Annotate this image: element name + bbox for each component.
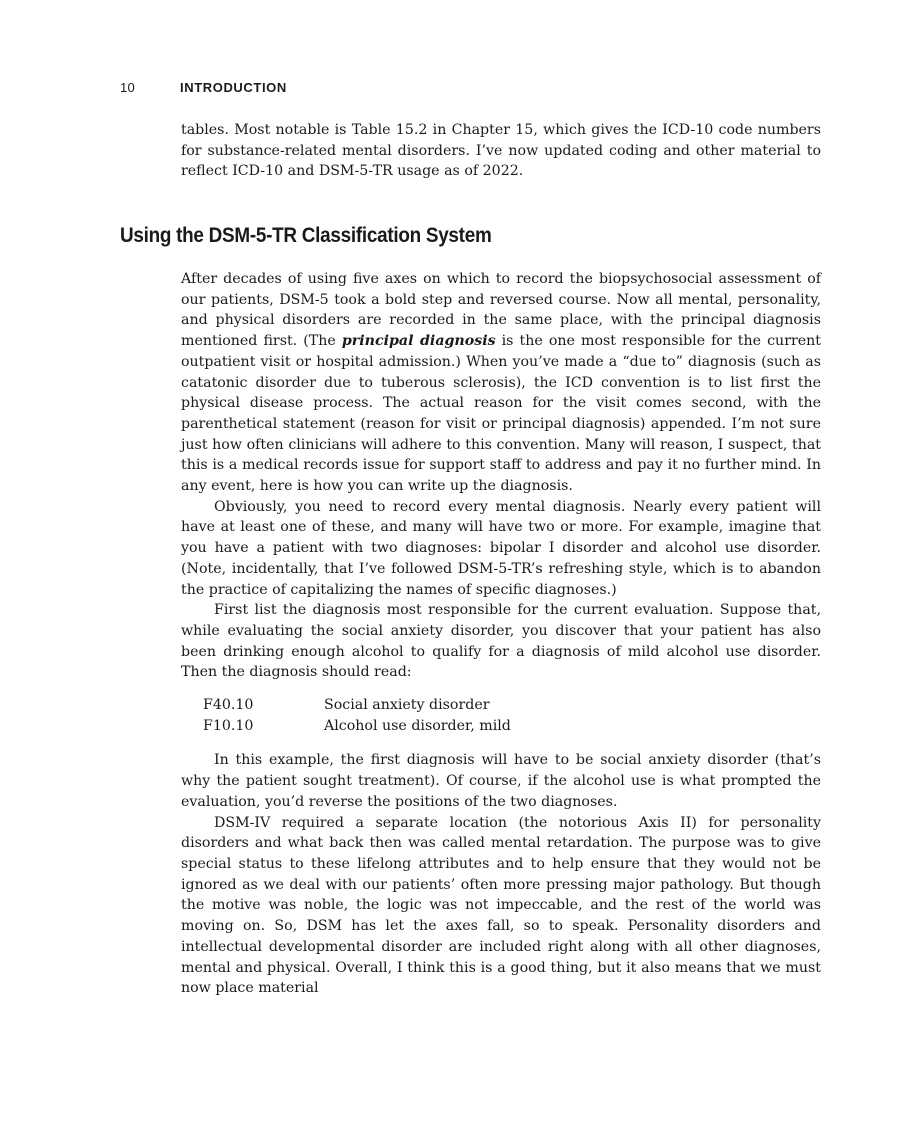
diagnosis-code: F10.10 <box>203 717 254 734</box>
diagnosis-name: Social anxiety disorder <box>324 697 490 714</box>
body-paragraph-3: First list the diagnosis most responsible for the current evaluation. Suppose that, while evaluating the social anxiety disorder, you discover that your patient has also been drinking enough alcohol to qualify for a diagnosis of mild alcohol use disorder. Then the diagnosis should read: <box>181 602 821 681</box>
diagnosis-list <box>203 695 821 736</box>
paragraph-1-text-end: is the one most responsible for the current outpatient visit or hospital admission.) When you’ve made a “due to” diagnosis (such as catatonic disorder due to tuberous sclerosis), the ICD convention is to list first the physical disease process. The actual reason for the visit comes second, with the parenthetical statement (reason for visit or principal diagnosis) appended. I’m not sure just how often clinicians will adhere to this convention. Many will reason, I suspect, that this is a medical records issue for support staff to address and pay it no further mind. In any event, here is how you can write up the diagnosis. <box>181 333 821 495</box>
page-number: 10 <box>120 80 136 95</box>
body-paragraph-1 <box>181 269 821 497</box>
intro-text-block <box>181 120 821 182</box>
paragraph-1-text-start: After decades of using five axes on which to record the biopsychosocial assessment of our patients, DSM-5 took a bold step and reversed course. Now all mental, personality, and physical disorders are recorded in the same place, with the principal diagnosis mentioned first. (The <box>181 271 821 350</box>
defined-term: principal diagnosis <box>341 333 496 350</box>
diagnosis-row <box>203 695 821 716</box>
body-paragraph-5: DSM-IV required a separate location (the notorious Axis II) for personality disorders and what back then was called mental retardation. The purpose was to give special status to these lifelong attributes and to help ensure that they would not be ignored as we deal with our patients’ often more pressing major pathology. But though the motive was noble, the logic was not impeccable, and the rest of the world was moving on. So, DSM has let the axes fall, so to speak. Personality disorders and intellectual developmental disorder are included right along with all other diagnoses, mental and physical. Overall, I think this is a good thing, but it also means that we must now place material <box>181 814 821 997</box>
diagnosis-row <box>203 716 821 737</box>
section-body <box>181 269 821 999</box>
body-paragraph-2: Obviously, you need to record every mental diagnosis. Nearly every patient will have at least one of these, and many will have two or more. For example, imagine that you have a patient with two diagnoses: bipolar I disorder and alcohol use disorder. (Note, incidentally, that I’ve followed DSM-5-TR’s refreshing style, which is to abandon the practice of capitalizing the names of specific diagnoses.) <box>181 498 821 598</box>
running-head <box>120 79 287 97</box>
intro-paragraph: tables. Most notable is Table 15.2 in Chapter 15, which gives the ICD-10 code numbers for substance-related mental disorders. I’ve now updated coding and other material to reflect ICD-10 and DSM-5-TR usage as of 2022. <box>181 122 821 180</box>
body-paragraph-4: In this example, the first diagnosis will have to be social anxiety disorder (that’s why the patient sought treatment). Of course, if the alcohol use is what prompted the evaluation, you’d reverse the positions of the two diagnoses. <box>181 752 821 810</box>
section-heading: Using the DSM-5-TR Classification System <box>120 224 492 247</box>
diagnosis-name: Alcohol use disorder, mild <box>324 717 511 734</box>
diagnosis-code: F40.10 <box>203 697 254 714</box>
running-head-title: INTRODUCTION <box>180 80 287 95</box>
